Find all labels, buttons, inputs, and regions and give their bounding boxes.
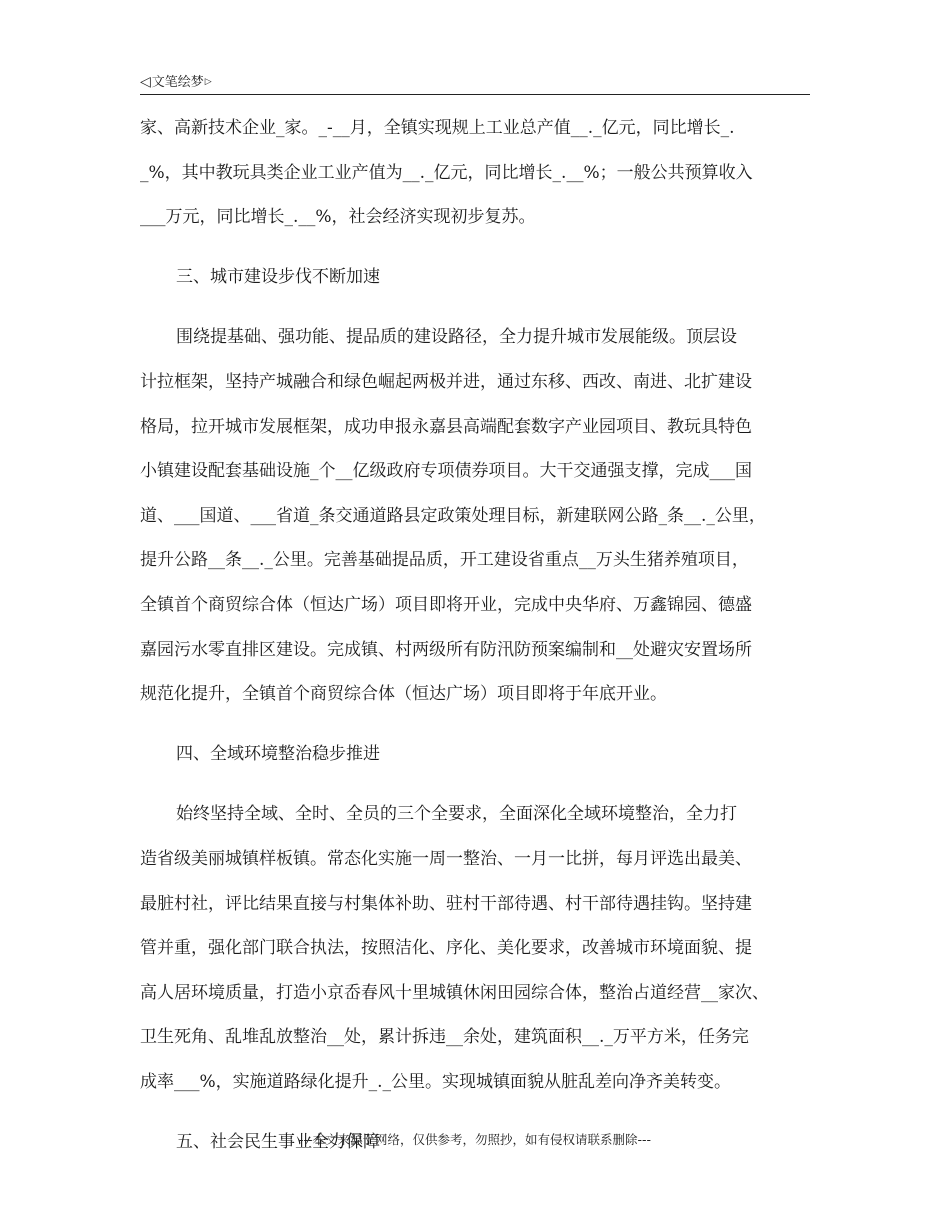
text-line: 道、___国道、___省道_条交通道路县定政策处理目标，新建联网公路_条__._公里，	[140, 505, 766, 526]
paragraph-gap	[140, 240, 822, 256]
text-line: 始终坚持全域、全时、全员的三个全要求，全面深化全域环境整治，全力打	[176, 804, 737, 825]
text-line: 嘉园污水零直排区建设。完成镇、村两级所有防汛防预案编制和__处避灾安置场所	[140, 639, 752, 660]
text-line: 卫生死角、乱堆乱放整治__处，累计拆违__余处，建筑面积__._万平方米，任务完	[140, 1027, 749, 1048]
text-line: 高人居环境质量，打造小京岙春风十里城镇休闲田园综合体，整治占道经营__家次、	[140, 982, 769, 1003]
triangle-left-icon: ◁	[140, 74, 151, 90]
paragraph-gap	[140, 777, 822, 793]
triangle-right-icon: ▷	[204, 77, 212, 87]
document-body	[140, 106, 822, 1165]
header-brand: 文笔绘梦	[151, 75, 204, 90]
text-line: 管并重，强化部门联合执法，按照洁化、序化、美化要求，改善城市环境面貌、提	[140, 938, 752, 959]
text-line: 家、高新技术企业_家。_-__月，全镇实现规上工业总产值__._亿元，同比增长_.	[140, 118, 735, 138]
page-header	[140, 72, 810, 95]
paragraph-gap	[140, 300, 822, 316]
text-line: ___万元，同比增长_.__%，社会经济实现初步复苏。	[140, 207, 536, 228]
page-footer: ---本文来源于网络，仅供参考，勿照抄，如有侵权请联系删除---	[298, 1132, 652, 1147]
text-line: 规范化提升，全镇首个商贸综合体（恒达广场）项目即将于年底开业。	[140, 684, 667, 705]
text-line: 围绕提基础、强功能、提品质的建设路径，全力提升城市发展能级。顶层设	[176, 327, 737, 348]
paragraph-gap	[140, 717, 822, 733]
text-line: 小镇建设配套基础设施_个__亿级政府专项债券项目。大干交通强支撑，完成___国	[140, 461, 752, 482]
text-line: 全镇首个商贸综合体（恒达广场）项目即将开业，完成中央华府、万鑫锦园、德盛	[140, 594, 752, 615]
paragraph-gap	[140, 1104, 822, 1120]
text-line: _%，其中教玩具类企业工业产值为__._亿元，同比增长_.__%；一般公共预算收入	[140, 162, 753, 183]
text-line: 成率___%，实施道路绿化提升_._公里。实现城镇面貌从脏乱差向净齐美转变。	[140, 1071, 732, 1092]
text-line: 造省级美丽城镇样板镇。常态化实施一周一整治、一月一比拼，每月评选出最美、	[140, 848, 752, 869]
text-line: 格局，拉开城市发展框架，成功申报永嘉县高端配套数字产业园项目、教玩具特色	[140, 416, 752, 437]
text-line: 最脏村社，评比结果直接与村集体补助、驻村干部待遇、村干部待遇挂钩。坚持建	[140, 893, 752, 914]
text-line: 三、城市建设步伐不断加速	[176, 267, 380, 288]
text-line: 提升公路__条__._公里。完善基础提品质，开工建设省重点__万头生猪养殖项目，	[140, 550, 749, 571]
text-line: 四、全域环境整治稳步推进	[176, 744, 380, 765]
text-line: 五、社会民生事业全力保障	[176, 1131, 380, 1152]
text-line: 计拉框架，坚持产城融合和绿色崛起两极并进，通过东移、西改、南进、北扩建设	[140, 371, 752, 392]
